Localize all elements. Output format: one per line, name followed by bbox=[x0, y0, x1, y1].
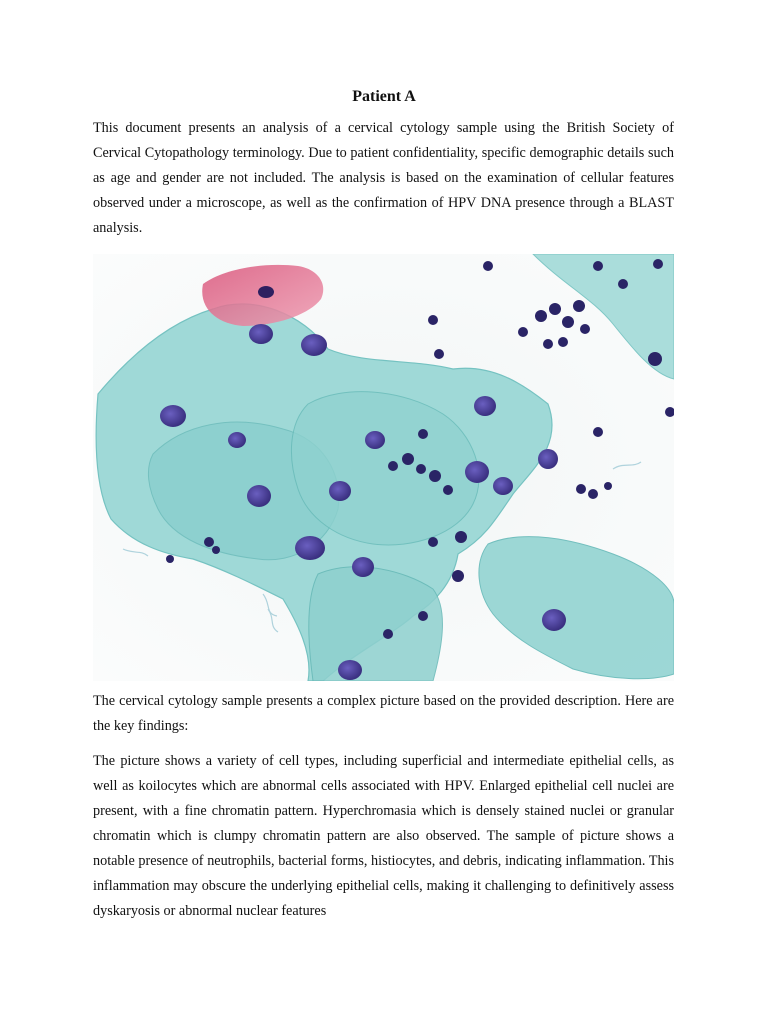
nucleus bbox=[258, 286, 274, 298]
neutrophil bbox=[543, 339, 553, 349]
cytology-micrograph bbox=[93, 254, 674, 681]
neutrophil bbox=[416, 464, 426, 474]
neutrophil bbox=[593, 261, 603, 271]
neutrophil bbox=[418, 611, 428, 621]
findings-detail-paragraph: The picture shows a variety of cell types, including superficial and intermediate epithelial cells, as well as koilocytes which are abnormal cells associated with HPV. Enlarged epithelial cell nuclei are present, with a fine chromatin pattern. Hyperchromasia which is densely stained nuclei or granular chromatin which is clumpy chromatin pattern are also observed. The sample of picture shows a notable presence of neutrophils, bacterial forms, histiocytes, and debris, indicating inflammation. This inflammation may obscure the underlying epithelial cells, making it challenging to definitively assess dyskaryosis or abnormal nuclear features bbox=[93, 753, 674, 919]
neutrophil bbox=[443, 485, 453, 495]
neutrophil bbox=[452, 570, 464, 582]
neutrophil bbox=[573, 300, 585, 312]
nucleus bbox=[352, 557, 374, 577]
neutrophil bbox=[618, 279, 628, 289]
nucleus bbox=[160, 405, 186, 427]
neutrophil bbox=[562, 316, 574, 328]
neutrophil bbox=[428, 537, 438, 547]
neutrophil bbox=[593, 427, 603, 437]
neutrophil bbox=[388, 461, 398, 471]
epithelial-cell-bottom bbox=[309, 567, 443, 681]
neutrophil bbox=[648, 352, 662, 366]
document-title: Patient A bbox=[352, 88, 416, 105]
neutrophil bbox=[383, 629, 393, 639]
nucleus bbox=[493, 477, 513, 495]
nucleus bbox=[295, 536, 325, 560]
neutrophil bbox=[434, 349, 444, 359]
neutrophil bbox=[428, 315, 438, 325]
neutrophil bbox=[483, 261, 493, 271]
nucleus bbox=[329, 481, 351, 501]
nucleus bbox=[465, 461, 489, 483]
neutrophil bbox=[558, 337, 568, 347]
neutrophil bbox=[455, 531, 467, 543]
neutrophil bbox=[402, 453, 414, 465]
neutrophil bbox=[580, 324, 590, 334]
neutrophil bbox=[535, 310, 547, 322]
neutrophil bbox=[604, 482, 612, 490]
neutrophil bbox=[576, 484, 586, 494]
neutrophil bbox=[549, 303, 561, 315]
nucleus bbox=[338, 660, 362, 680]
nucleus bbox=[474, 396, 496, 416]
findings-intro-paragraph: The cervical cytology sample presents a complex picture based on the provided description. Here are the key findings: bbox=[93, 693, 674, 734]
neutrophil bbox=[518, 327, 528, 337]
neutrophil bbox=[204, 537, 214, 547]
nucleus bbox=[538, 449, 558, 469]
micrograph-image bbox=[93, 254, 674, 681]
nucleus bbox=[301, 334, 327, 356]
neutrophil bbox=[588, 489, 598, 499]
neutrophil bbox=[418, 429, 428, 439]
nucleus bbox=[247, 485, 271, 507]
nucleus bbox=[228, 432, 246, 448]
intro-paragraph: This document presents an analysis of a cervical cytology sample using the British Society of Cervical Cytopathology terminology. Due to patient confidentiality, specific demographic details such as age and gender are not included. The analysis is based on the examination of cellular features observed under a microscope, as well as the confirmation of HPV DNA presence through a BLAST analysis. bbox=[93, 120, 674, 236]
nucleus bbox=[542, 609, 566, 631]
neutrophil bbox=[429, 470, 441, 482]
nucleus bbox=[249, 324, 273, 344]
nucleus bbox=[365, 431, 385, 449]
neutrophil bbox=[212, 546, 220, 554]
neutrophil bbox=[166, 555, 174, 563]
neutrophil bbox=[653, 259, 663, 269]
